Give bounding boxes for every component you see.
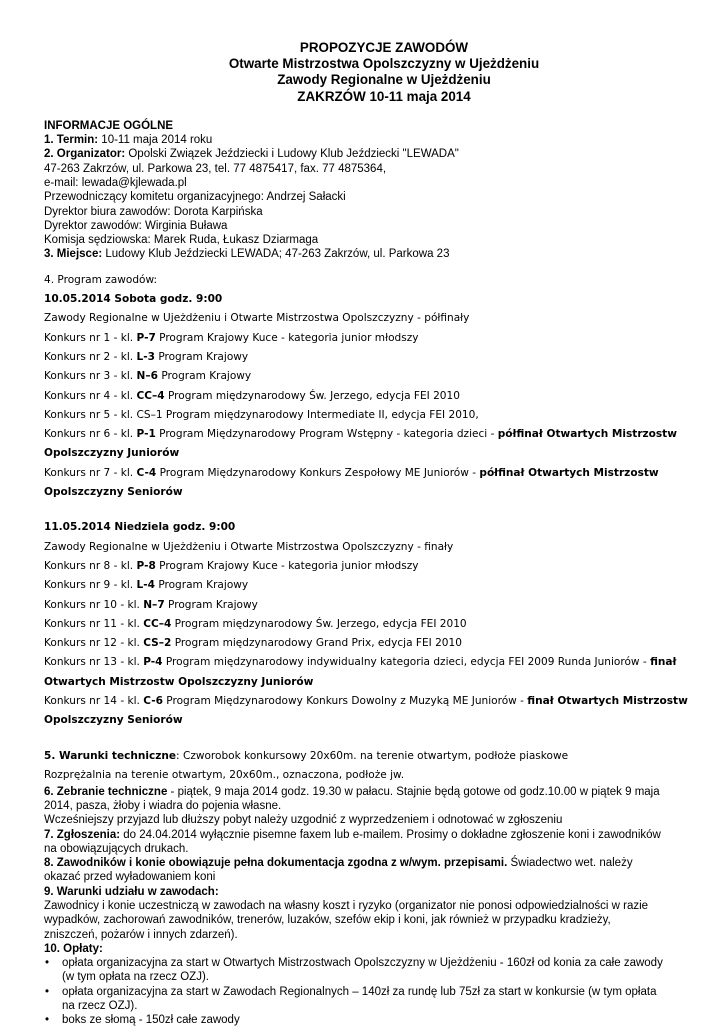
term-label: 1. Termin:	[44, 134, 99, 147]
competition-12	[44, 634, 704, 653]
competition-3-desc: Program Krajowy	[157, 370, 252, 383]
day2-date: 11.05.2014 Niedziela godz. 9:00	[44, 521, 236, 534]
term-value: 10-11 maja 2014 roku	[98, 134, 213, 147]
competition-14-desc: Program Międzynarodowy Konkurs Dowolny z Muzyką ME Juniorów -	[162, 695, 528, 708]
competition-11-prefix: Konkurs nr 11 - kl.	[44, 617, 144, 630]
technical-meeting-cont: 2014, pasza, żłoby i wiadra do pojenia własne.	[44, 799, 282, 812]
organizer-label: 2. Organizator:	[44, 148, 126, 161]
fee-item-3-text: boks ze słomą - 150zł całe zawody	[62, 1014, 240, 1027]
competition-12-class: CS–2	[143, 637, 172, 650]
competition-9	[44, 576, 704, 595]
competition-13-stage-cont: Otwartych Mistrzostw Opolszczyzny Juniorów	[44, 675, 314, 688]
entries	[44, 828, 704, 842]
document-header	[64, 40, 704, 105]
competition-10-prefix: Konkurs nr 10 - kl.	[44, 598, 144, 611]
competition-2	[44, 348, 704, 367]
participation-text-2: wypadków, zachorowań zawodników, trenerów, luzaków, szefów ekip i koni, jak również w przypadku kradzieży,	[44, 914, 611, 927]
organizer-line	[44, 147, 704, 161]
competition-6-prefix: Konkurs nr 6 - kl.	[44, 428, 137, 441]
competition-3	[44, 367, 704, 386]
competition-14-stage: finał Otwartych Mistrzostw	[527, 695, 688, 708]
document-subtitle-1: Otwarte Mistrzostwa Opolszczyzny w Ujeżdżeniu	[228, 56, 540, 72]
general-info-heading: INFORMACJE OGÓLNE	[44, 119, 174, 132]
fee-item-2-text-cont: na rzecz OZJ).	[62, 1000, 138, 1013]
competition-6-desc: Program Międzynarodowy Program Wstępny - kategoria dzieci -	[155, 428, 498, 441]
fee-item-3	[44, 1013, 704, 1027]
competition-7-prefix: Konkurs nr 7 - kl.	[44, 466, 137, 479]
general-info-section	[44, 119, 704, 262]
day1-date: 10.05.2014 Sobota godz. 9:00	[44, 293, 223, 306]
day2-intro: Zawody Regionalne w Ujeżdżeniu i Otwarte Mistrzostwa Opolszczyzny - finały	[44, 540, 454, 553]
technical-meeting-label: 6. Zebranie techniczne	[44, 785, 168, 798]
competition-14-class: C-6	[143, 695, 163, 708]
committee-chair: Przewodniczący komitetu organizacyjnego: Andrzej Sałacki	[44, 191, 346, 204]
document-page	[44, 40, 704, 1028]
competition-4-desc: Program międzynarodowy Św. Jerzego, edycja FEI 2010	[164, 389, 460, 402]
documentation-value: Świadectwo wet. należy	[507, 857, 633, 870]
organizer-value: Opolski Związek Jeździecki i Ludowy Klub Jeździecki "LEWADA"	[125, 148, 459, 161]
fees-heading: 10. Opłaty:	[44, 942, 103, 955]
competition-10	[44, 596, 704, 615]
competition-1-prefix: Konkurs nr 1 - kl.	[44, 331, 137, 344]
competition-14	[44, 692, 704, 711]
competition-13-desc: Program międzynarodowy indywidualny kategoria dzieci, edycja FEI 2009 Runda Juniorów -	[162, 656, 651, 669]
competition-8-class: P-8	[136, 559, 156, 572]
fees-list	[44, 956, 704, 1027]
competition-8	[44, 557, 704, 576]
competition-4-class: CC–4	[136, 389, 165, 402]
competition-12-desc: Program międzynarodowy Grand Prix, edycja FEI 2010	[171, 637, 462, 650]
conditions-section	[44, 747, 704, 1028]
entries-cont: na obowiązujących drukach.	[44, 842, 189, 855]
competition-1-desc: Program Krajowy Kuce - kategoria junior młodszy	[155, 331, 419, 344]
participation-text-1: Zawodnicy i konie uczestniczą w zawodach na własny koszt i ryzyko (organizator nie ponosi odpowiedzialności w razie	[44, 899, 649, 912]
organizer-email: e-mail: lewada@kjlewada.pl	[44, 177, 187, 189]
competition-2-desc: Program Krajowy	[154, 350, 249, 363]
competition-6-class: P-1	[136, 428, 156, 441]
technical-meeting-value: - piątek, 9 maja 2014 godz. 19.30 w pałacu. Stajnie będą gotowe od godz.10.00 w piątek 9 maja	[167, 785, 660, 798]
competition-13-stage: finał	[650, 656, 677, 669]
competition-6	[44, 425, 704, 444]
technical-conditions-value: : Czworobok konkursowy 20x60m. na terenie otwartym, podłoże piaskowe	[176, 749, 569, 762]
competition-10-desc: Program Krajowy	[164, 598, 258, 611]
competition-10-class: N–7	[143, 598, 165, 611]
program-section	[44, 271, 704, 731]
judges-committee: Komisja sędziowska: Marek Ruda, Łukasz Dziarmaga	[44, 234, 319, 247]
participation-text-3: zniszczeń, pożarów i innych zdarzeń).	[44, 928, 238, 941]
competition-14-stage-cont: Opolszczyzny Seniorów	[44, 714, 183, 727]
competition-8-prefix: Konkurs nr 8 - kl.	[44, 559, 137, 572]
competition-9-class: L-4	[136, 579, 155, 592]
organizer-address: 47-263 Zakrzów, ul. Parkowa 23, tel. 77 4875417, fax. 77 4875364,	[44, 162, 387, 175]
competition-11-class: CC–4	[143, 617, 172, 630]
fee-item-1-text: opłata organizacyjna za start w Otwartych Mistrzostwach Opolszczyzny w Ujeżdżeniu - 160zł od konia za całe zawody	[62, 957, 663, 970]
place-label: 3. Miejsce:	[44, 248, 103, 261]
technical-meeting	[44, 785, 704, 799]
place-line	[44, 247, 704, 261]
competition-11-desc: Program międzynarodowy Św. Jerzego, edycja FEI 2010	[171, 617, 467, 630]
place-value: Ludowy Klub Jeździecki LEWADA; 47-263 Zakrzów, ul. Parkowa 23	[102, 248, 450, 261]
program-heading: 4. Program zawodów:	[44, 273, 158, 286]
competition-13-prefix: Konkurs nr 13 - kl.	[44, 656, 144, 669]
competition-9-prefix: Konkurs nr 9 - kl.	[44, 579, 137, 592]
technical-conditions-label: 5. Warunki techniczne	[44, 749, 177, 762]
document-subtitle-2: Zawody Regionalne w Ujeżdżeniu	[277, 72, 491, 88]
competition-7-class: C-4	[136, 466, 157, 479]
competition-3-prefix: Konkurs nr 3 - kl.	[44, 370, 137, 383]
fee-item-2	[44, 985, 704, 1014]
competition-7-stage: półfinał Otwartych Mistrzostw	[479, 466, 659, 479]
day1-intro: Zawody Regionalne w Ujeżdżeniu i Otwarte Mistrzostwa Opolszczyzny - półfinały	[44, 312, 470, 325]
competition-4-prefix: Konkurs nr 4 - kl.	[44, 389, 137, 402]
documentation-label: 8. Zawodników i konie obowiązuje pełna dokumentacja zgodna z w/wym. przepisami.	[44, 857, 508, 870]
fee-item-1-text-cont: (w tym opłata na rzecz OZJ).	[62, 971, 209, 984]
competition-14-prefix: Konkurs nr 14 - kl.	[44, 695, 144, 708]
documentation	[44, 856, 704, 870]
fee-item-2-text: opłata organizacyjna za start w Zawodach Regionalnych – 140zł za rundę lub 75zł za start w konkursie (w tym opłata	[62, 985, 657, 998]
competition-2-class: L-3	[136, 350, 155, 363]
document-title: PROPOZYCJE ZAWODÓW	[299, 40, 469, 55]
competition-8-desc: Program Krajowy Kuce - kategoria junior młodszy	[155, 559, 419, 572]
competition-2-prefix: Konkurs nr 2 - kl.	[44, 350, 137, 363]
competition-6-stage-cont: Opolszczyzny Juniorów	[44, 447, 180, 460]
competition-7-stage-cont: Opolszczyzny Seniorów	[44, 486, 183, 499]
competition-13	[44, 653, 704, 672]
competition-13-class: P-4	[143, 656, 163, 669]
bullet-icon: •	[45, 1014, 50, 1027]
competition-12-prefix: Konkurs nr 12 - kl.	[44, 637, 144, 650]
documentation-cont: okazać przed wyładowaniem koni	[44, 871, 216, 884]
competition-5: Konkurs nr 5 - kl. CS–1 Program międzynarodowy Intermediate II, edycja FEI 2010,	[44, 408, 479, 421]
competition-7	[44, 464, 704, 483]
entries-label: 7. Zgłoszenia:	[44, 828, 121, 841]
participation-heading: 9. Warunki udziału w zawodach:	[44, 885, 219, 898]
office-director: Dyrektor biura zawodów: Dorota Karpińska	[44, 205, 263, 218]
competition-9-desc: Program Krajowy	[154, 579, 249, 592]
bullet-icon: •	[45, 957, 50, 970]
competition-4	[44, 387, 704, 406]
document-dates: ZAKRZÓW 10-11 maja 2014	[297, 88, 471, 104]
competition-7-desc: Program Międzynarodowy Konkurs Zespołowy ME Juniorów -	[156, 466, 480, 479]
term-line	[44, 133, 704, 147]
technical-conditions	[44, 747, 704, 766]
competition-1	[44, 329, 704, 348]
competition-1-class: P-7	[136, 331, 156, 344]
entries-value: do 24.04.2014 wyłącznie pisemne faxem lub e-mailem. Prosimy o dokładne zgłoszenie koni i zawodników	[120, 828, 661, 841]
day-separator	[44, 502, 704, 518]
bullet-icon: •	[45, 985, 50, 998]
fee-item-1	[44, 956, 704, 985]
competition-3-class: N–6	[136, 370, 158, 383]
early-arrival: Wcześniejszy przyjazd lub dłuższy pobyt należy uzgodnić z wyprzedzeniem i odnotować w zgłoszeniu	[44, 814, 563, 827]
warmup-area: Rozprężalnia na terenie otwartym, 20x60m., oznaczona, podłoże jw.	[44, 768, 405, 781]
competition-6-stage: półfinał Otwartych Mistrzostw	[497, 428, 677, 441]
competition-11	[44, 615, 704, 634]
competition-director: Dyrektor zawodów: Wirginia Buława	[44, 219, 228, 232]
